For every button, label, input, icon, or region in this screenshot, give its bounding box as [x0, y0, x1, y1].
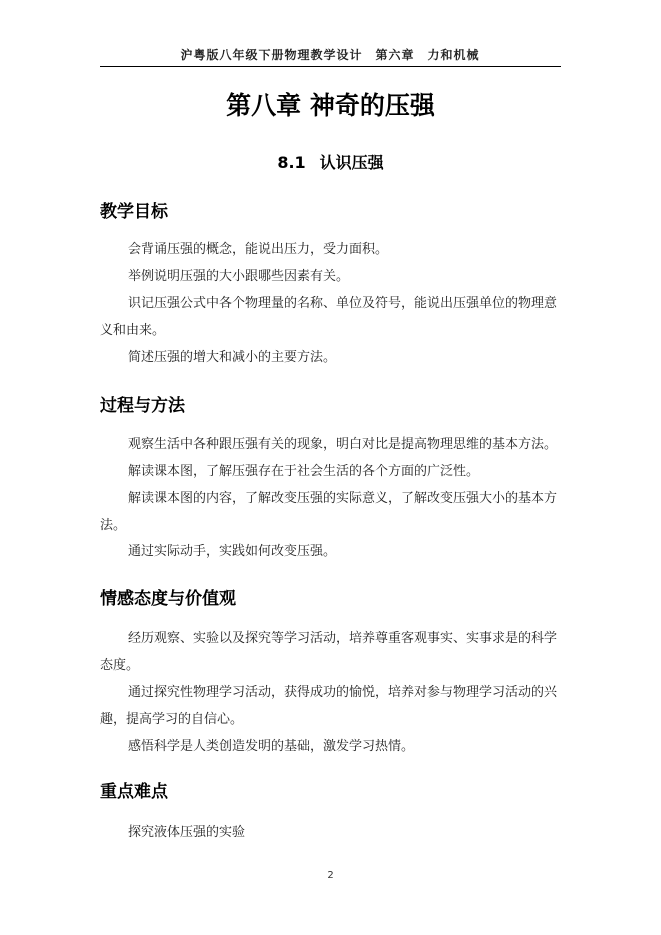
header-rule	[100, 66, 561, 67]
heading-keypoints: 重点难点	[100, 782, 168, 802]
process-paragraph: 解读课本图，了解压强存在于社会生活的各个方面的广泛性。	[128, 464, 480, 479]
keypoints-paragraph: 探究液体压强的实验	[128, 825, 246, 840]
process-paragraph: 观察生活中各种跟压强有关的现象，明白对比是提高物理思维的基本方法。	[128, 437, 558, 452]
heading-process: 过程与方法	[100, 396, 185, 416]
page-number: 2	[327, 870, 334, 881]
section-number: 8.1	[277, 153, 306, 172]
attitude-paragraph: 感悟科学是人类创造发明的基础，激发学习热情。	[128, 739, 415, 754]
objective-paragraph: 简述压强的增大和减小的主要方法。	[128, 350, 337, 365]
running-header: 沪粤版八年级下册物理教学设计 第六章 力和机械	[180, 48, 480, 62]
section-title-text: 认识压强	[319, 153, 384, 172]
section-title	[0, 150, 661, 173]
chapter-title: 第八章 神奇的压强	[226, 91, 435, 120]
attitude-paragraph: 通过探究性物理学习活动，获得成功的愉悦，培养对参与物理学习活动的兴趣，提高学习的自信心。	[100, 685, 558, 727]
attitude-paragraph: 经历观察、实验以及探究等学习活动，培养尊重客观事实、实事求是的科学态度。	[100, 631, 558, 673]
objective-paragraph: 举例说明压强的大小跟哪些因素有关。	[128, 269, 350, 284]
process-paragraph: 通过实际动手，实践如何改变压强。	[128, 544, 337, 559]
process-paragraph: 解读课本图的内容，了解改变压强的实际意义，了解改变压强大小的基本方法。	[100, 491, 558, 533]
heading-attitude: 情感态度与价值观	[100, 589, 236, 609]
objective-paragraph: 识记压强公式中各个物理量的名称、单位及符号，能说出压强单位的物理意义和由来。	[100, 296, 558, 338]
objective-paragraph: 会背诵压强的概念，能说出压力，受力面积。	[128, 242, 389, 257]
heading-objectives: 教学目标	[100, 202, 168, 222]
